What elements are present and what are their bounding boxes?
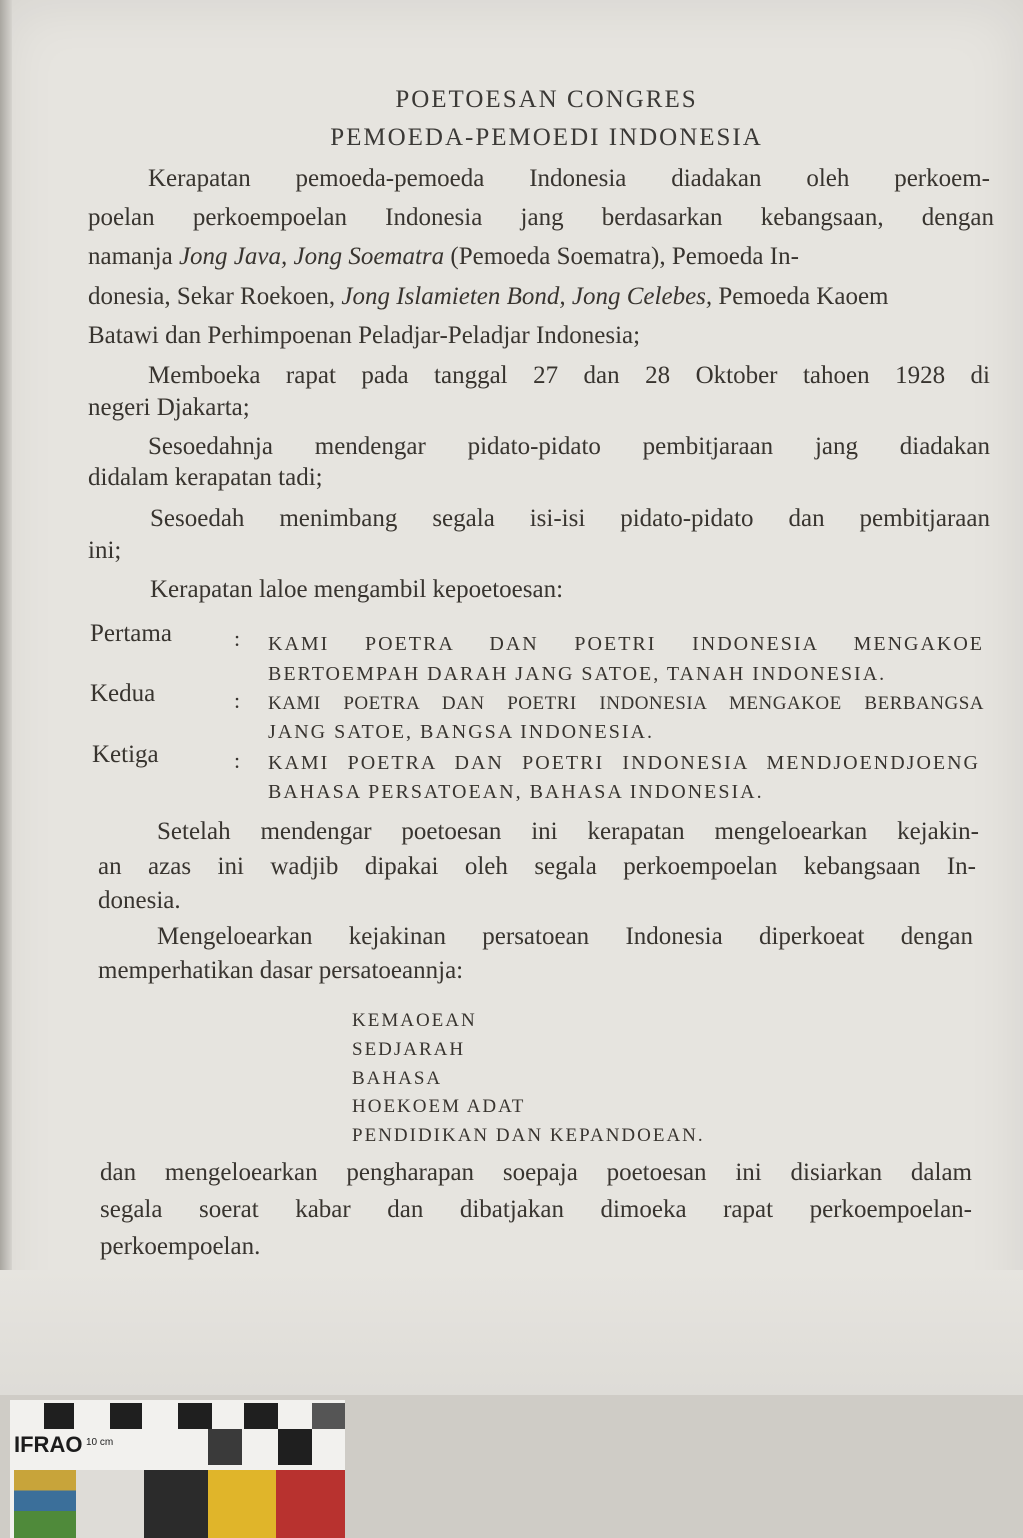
resolution-2-text-line2: JANG SATOE, BANGSA INDONESIA. xyxy=(268,721,654,743)
para4-line2: ini; xyxy=(88,537,122,564)
para1-line3 xyxy=(88,243,994,271)
para7-line1: Mengeloearkan kejakinan persatoean Indonesia diperkoeat dengan xyxy=(157,923,973,950)
color-patch-1 xyxy=(14,1470,76,1538)
para7-line2: memperhatikan dasar persatoeannja: xyxy=(98,957,464,984)
resolution-3-text-line1: KAMI POETRA DAN POETRI INDONESIA MENDJOENDJOENG xyxy=(268,752,980,774)
para2-line2: negeri Djakarta; xyxy=(88,394,250,421)
para1-line3-c: (Pemoeda Soematra), Pemoeda In- xyxy=(444,243,799,270)
document-title-line-2: PEMOEDA-PEMOEDI INDONESIA xyxy=(330,124,763,151)
scale-black-square-5 xyxy=(278,1429,312,1465)
para6-line1: Setelah mendengar poetoesan ini kerapatan mengeloearkan kejakin- xyxy=(157,818,979,845)
para8-line1: dan mengeloearkan pengharapan soepaja poetoesan ini disiarkan dalam xyxy=(100,1159,972,1186)
resolution-1-text-line2: BERTOEMPAH DARAH JANG SATOE, TANAH INDONESIA. xyxy=(268,663,887,685)
para2-line1: Memboeka rapat pada tanggal 27 dan 28 Oktober tahoen 1928 di xyxy=(148,362,990,389)
resolution-1-colon: : xyxy=(234,626,241,651)
basis-item-5: PENDIDIKAN DAN KEPANDOEAN. xyxy=(352,1125,705,1146)
scale-black-square-4 xyxy=(244,1403,278,1429)
para4-line1: Sesoedah menimbang segala isi-isi pidato-pidato dan pembitjaraan xyxy=(150,505,990,532)
scale-black-square-2 xyxy=(110,1403,142,1429)
para6-line2: an azas ini wadjib dipakai oleh segala perkoempoelan kebangsaan In- xyxy=(98,853,976,880)
para1-line4 xyxy=(88,283,994,311)
para8-line2: segala soerat kabar dan dibatjakan dimoeka rapat perkoempoelan- xyxy=(100,1196,972,1223)
page-edge xyxy=(0,0,12,1395)
para1-line4-a: donesia, Sekar Roekoen, xyxy=(88,283,342,310)
resolution-3-label: Ketiga xyxy=(92,741,159,768)
basis-item-1: KEMAOEAN xyxy=(352,1010,477,1031)
para1-line4-italic: Jong Islamieten Bond, Jong Celebes, xyxy=(341,283,713,310)
para3-line1: Sesoedahnja mendengar pidato-pidato pembitjaraan jang diadakan xyxy=(148,433,990,460)
color-patch-3 xyxy=(144,1470,208,1538)
resolution-3-colon: : xyxy=(234,748,241,773)
para3-line2: didalam kerapatan tadi; xyxy=(88,464,323,491)
document-title-line-1: POETOESAN CONGRES xyxy=(395,86,698,113)
para8-line3: perkoempoelan. xyxy=(100,1233,261,1260)
basis-item-2: SEDJARAH xyxy=(352,1039,466,1060)
para5-line: Kerapatan laloe mengambil kepoetoesan: xyxy=(150,576,564,603)
scale-black-square-1 xyxy=(44,1403,74,1429)
para1-line1: Kerapatan pemoeda-pemoeda Indonesia diadakan oleh perkoem- xyxy=(148,165,990,192)
scale-black-square-3 xyxy=(178,1403,212,1429)
resolution-1-text-line1: KAMI POETRA DAN POETRI INDONESIA MENGAKOE xyxy=(268,633,984,655)
para1-line3-italic: Jong Java, Jong Soematra xyxy=(178,243,445,270)
ifrao-logo: IFRAO xyxy=(14,1432,83,1457)
resolution-2-label: Kedua xyxy=(90,680,156,707)
color-patch-2 xyxy=(76,1470,144,1538)
scale-gray-square xyxy=(208,1429,242,1465)
para1-line5: Batawi dan Perhimpoenan Peladjar-Peladjar Indonesia; xyxy=(88,322,641,349)
basis-item-4: HOEKOEM ADAT xyxy=(352,1096,526,1117)
para1-line2: poelan perkoempoelan Indonesia jang berdasarkan kebangsaan, dengan xyxy=(88,204,994,231)
para6-line3: donesia. xyxy=(98,887,181,914)
page-bottom-area xyxy=(0,1270,1023,1395)
resolution-2-colon: : xyxy=(234,688,241,713)
resolution-2-text-line1: KAMI POETRA DAN POETRI INDONESIA MENGAKOE BERBANGSA xyxy=(268,693,984,714)
color-patch-5 xyxy=(276,1470,345,1538)
resolution-1-label: Pertama xyxy=(90,620,172,647)
scale-dark-square xyxy=(312,1403,345,1429)
resolution-3-text-line2: BAHASA PERSATOEAN, BAHASA INDONESIA. xyxy=(268,781,764,803)
color-patch-4 xyxy=(208,1470,276,1538)
scale-length-label: 10 cm xyxy=(86,1437,114,1448)
para1-line3-a: namanja xyxy=(88,243,179,270)
basis-item-3: BAHASA xyxy=(352,1068,443,1089)
para1-line4-c: Pemoeda Kaoem xyxy=(712,283,889,310)
